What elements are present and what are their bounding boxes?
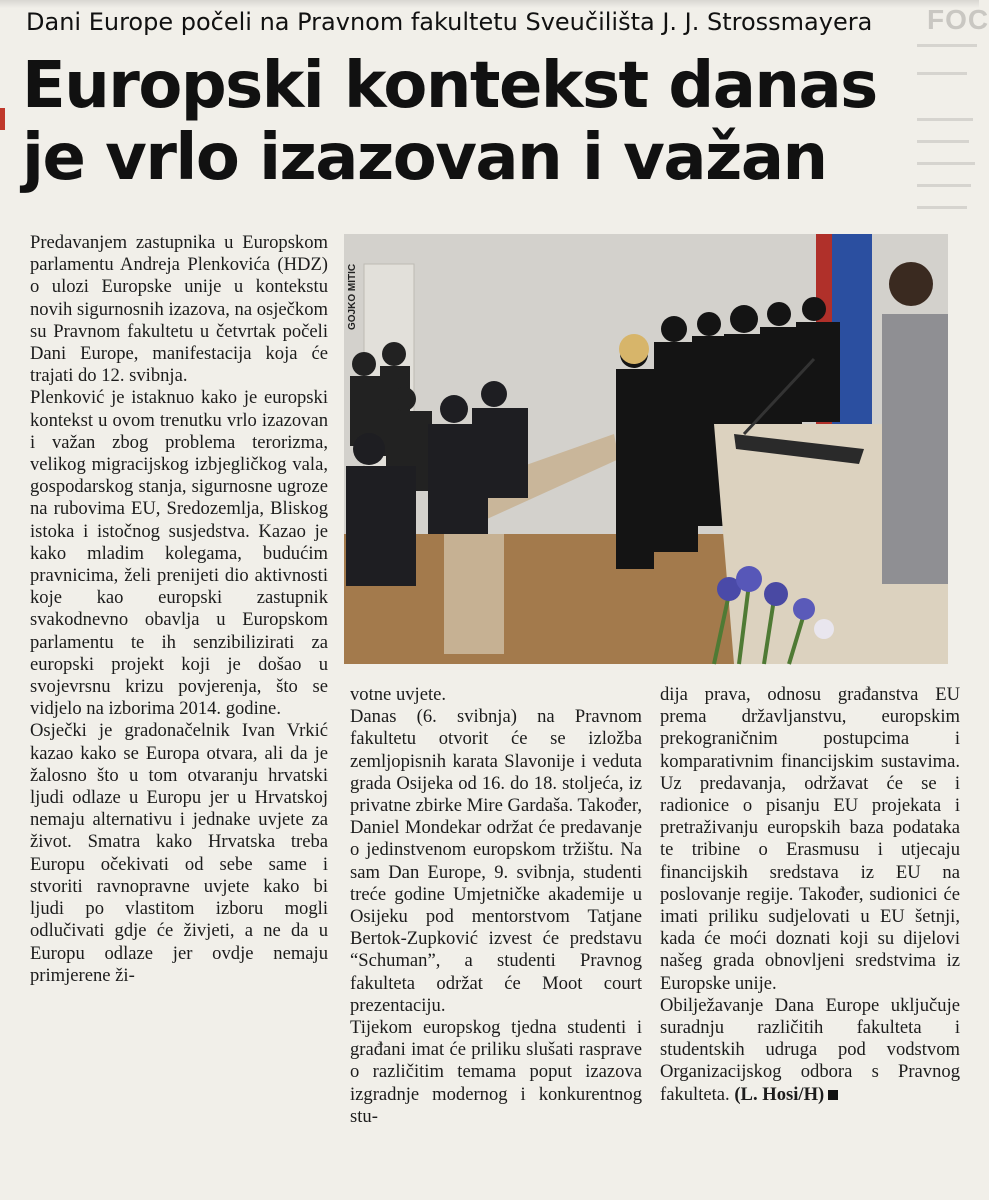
article-headline: Europski kontekst danas je vrlo izazovan i važan — [22, 49, 877, 195]
article-subheading: Dani Europe počeli na Pravnom fakultetu Sveučilišta J. J. Strossmayera — [26, 8, 873, 36]
article-column-3 — [660, 684, 960, 1106]
paragraph: votne uvjete. — [350, 684, 447, 705]
photo-table-front — [444, 534, 504, 654]
photo-speaker-suit — [882, 314, 948, 584]
photo-blonde-hair — [619, 334, 649, 364]
page-top-edge — [0, 0, 979, 8]
neighbor-heading-fragment: FOC — [927, 4, 989, 35]
photo-speaker-head — [889, 262, 933, 306]
paragraph: Tijekom europskog tjedna studenti i građani imat će priliku slušati rasprave o različitim temama poput izazova izgradnje modernog i konkurentnog stu- — [350, 1017, 642, 1127]
photo-credit: GOJKO MITIC — [347, 263, 358, 330]
neighbor-text-line — [917, 44, 977, 47]
paragraph: Predavanjem zastupnika u Europskom parlamentu Andreja Plenkovića (HDZ) o ulozi Europske unije u kontekstu novih sigurnosnih izazova, na osječkom su Pravnom fakultetu u četvrtak počeli Dani Europe, manifestacija koja će trajati do 12. svibnja. — [30, 232, 328, 387]
article-photo — [344, 234, 948, 664]
neighbor-text-line — [917, 140, 969, 143]
neighbor-text-line — [917, 72, 967, 75]
article-byline: (L. Hosi/H) — [734, 1083, 825, 1105]
closing-paragraph-text: Obilježavanje Dana Europe uključuje suradnju različitih fakulteta i studentskih udruga pod vodstvom Organizacijskog odbora s Pravnog fakulteta. — [660, 994, 960, 1105]
end-of-article-mark — [828, 1090, 838, 1100]
neighbor-text-line — [917, 118, 973, 121]
article-column-2 — [350, 684, 642, 1128]
event-photo-illustration — [344, 234, 948, 664]
paragraph: Plenković je istaknuo kako je europski kontekst u ovom trenutku vrlo izazovan i važan zbog problema terorizma, velikog migracijskog izbjegličkog vala, gospodarskog stanja, sigurnosne ugroze na rubovima EU, Sredozemlja, Bliskog istoka i istočnog susjedstva. Kazao je kako mladim kolegama, budućim pravnicima, želi prenijeti dio aktivnosti koje kao europski zastupnik svakodnevno obavlja u Europskom parlamentu te ih senzibilizirati za europski projekt koji je došao u svojevrsnu krizu povjerenja, što se vidjelo na izborima 2014. godine. — [30, 387, 328, 720]
paragraph: Osječki je gradonačelnik Ivan Vrkić kazao kako se Europa otvara, ali da je žalosno što u tom otvaranju hrvatski ljudi odlaze u Europu jer u Hrvatskoj nemaju alternativu i jednake uvjete za život. Smatra kako Hrvatska treba Europu očekivati od sebe same i stvoriti ravnopravne uvjete kako bi ljudi po vlastitom izboru mogli odlučivati gdje će živjeti, a ne da u Europu odlaze jer ovdje nemaju primjerene ži- — [30, 720, 328, 986]
section-marker — [0, 108, 5, 130]
article-column-1 — [30, 232, 328, 987]
paragraph: dija prava, odnosu građanstva EU prema državljanstvu, europskim prekograničnim postupcima i komparativnim financijskim sustavima. Uz predavanja, održavat će se i radionice o pisanju EU projekata i pretraživanju europskih baza podataka te tribine o Erasmusu i utjecaju financijskih sredstava iz EU na poslovanje regije. Također, sudionici će imati priliku sudjelovati u EU šetnji, kada će moći doznati koji su dijelovi našeg grada obnovljeni sredstvima iz Europske unije. — [660, 684, 960, 994]
neighbor-text-line — [917, 162, 975, 165]
neighbor-text-line — [917, 206, 967, 209]
paragraph — [660, 995, 960, 1106]
neighbor-text-line — [917, 184, 971, 187]
paragraph: Danas (6. svibnja) na Pravnom fakultetu otvorit će se izložba zemljopisnih karata Slavonije i veduta grada Osijeka od 16. do 18. stoljeća, iz privatne zbirke Mire Gardaša. Također, Daniel Mondekar održat će predavanje o jedinstvenom europskom tržištu. Na sam Dan Europe, 9. svibnja, studenti treće godine Umjetničke akademije u Osijeku pod mentorstvom Tatjane Bertok-Zupković izvest će predstavu “Schuman”, a studenti Pravnog fakulteta održat će Moot court prezentaciju. — [350, 706, 642, 1016]
